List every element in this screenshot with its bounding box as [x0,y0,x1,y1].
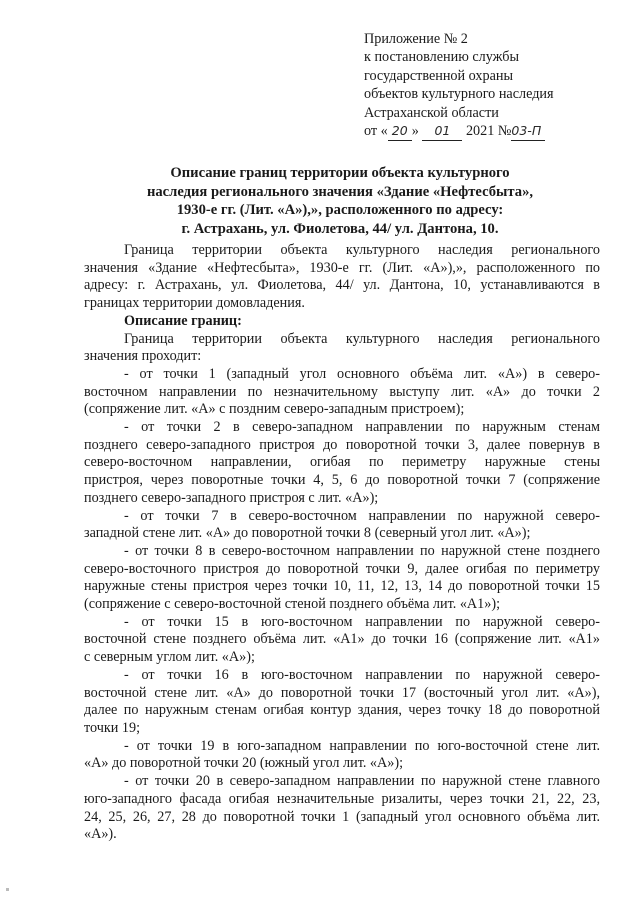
body-line: Граница территории объекта культурного наследия регионального [124,330,600,347]
body-line: «А»). [84,826,117,843]
date-mid: » [411,123,419,140]
body-line: - от точки 15 в юго-восточном направлении по наружной северо- [124,613,600,630]
date-prefix: от « [364,123,388,140]
body-line: - от точки 7 в северо-восточном направлении по наружной северо- [124,507,600,524]
document-body [84,242,600,844]
body-line: - от точки 1 (западный угол основного объёма лит. «А») в северо- [124,365,600,382]
body-line: северо-восточном направлении, огибая по периметру наружные стены [84,454,600,471]
body-line: позднего северо-западного пристроя до поворотной точки 3, далее повернув в [84,436,600,453]
body-line: (сопряжение с северо-восточной стеной позднего объёма лит. «А1»); [84,596,501,613]
body-line: - от точки 2 в северо-западном направлении по наружным стенам [124,419,600,436]
body-line: западной стене лит. «А» до поворотной точки 8 (северный угол лит. «А»); [84,525,531,542]
document-title [110,164,570,238]
appendix-line: к постановлению службы [364,49,520,66]
body-line: точки 19; [84,719,141,736]
body-line: юго-западного фасада огибая незначительные ризалиты, через точки 21, 22, 23, [84,790,600,807]
intro-line: значения «Здание «Нефтесбыта», 1930-е гг. (Лит. «А»),», расположенного по [84,259,600,276]
intro-line: границах территории домовладения. [84,295,305,312]
title-line: Описание границ территории объекта культурного [170,165,510,181]
body-line: «А» до поворотной точки 20 (южный угол лит. «А»); [84,755,404,772]
appendix-line: Приложение № 2 [364,31,468,47]
boundaries-heading: Описание границ: [124,312,242,329]
body-line: - от точки 8 в северо-восточном направлении по наружной стене позднего [124,542,600,559]
intro-line: Граница территории объекта культурного наследия регионального [124,242,600,258]
body-line: - от точки 19 в юго-западном направлении по юго-восточной стене лит. [124,737,600,754]
body-line: - от точки 16 в юго-восточном направлении по наружной северо- [124,666,600,683]
date-year: 2021 [465,123,495,140]
appendix-date-line [364,122,614,141]
body-line: - от точки 20 в северо-западном направлении по наружной стене главного [124,773,600,790]
appendix-line: государственной охраны [364,67,514,84]
appendix-line: Астраханской области [364,104,499,121]
title-line: наследия регионального значения «Здание «Нефтесбыта», [146,183,534,200]
body-line: восточном направлении по незначительному выступу лит. «А» до точки 2 [84,383,600,400]
body-line: далее по наружным стенам огибая контур здания, через точку 18 до поворотной [84,702,600,719]
appendix-line: объектов культурного наследия [364,86,554,103]
intro-line: адресу: г. Астрахань, ул. Фиолетова, 44/ ул. Дантона, 10, устанавливаются в [84,277,600,294]
number-prefix: № [497,123,512,140]
body-line: наружные стены пристроя через точки 10, 11, 12, 13, 14 до поворотной точки 15 [84,578,600,595]
document-number: 03-П [511,123,542,139]
date-month: 01 [434,123,451,139]
body-line: с северным углом лит. «А»); [84,649,255,666]
body-line: (сопряжение лит. «А» с поздним северо-западным пристроем); [84,401,465,418]
body-line: восточной стене лит. «А» до поворотной точки 17 (восточный угол лит. «А»), [84,684,600,701]
body-line: восточной стене позднего объёма лит. «А1» до точки 16 (сопряжение лит. «А1» [84,631,600,648]
body-line: позднего северо-западного пристроя с лит. «А»); [84,489,379,506]
scan-speck [6,888,9,891]
body-line: северо-восточного пристроя до поворотной точки 9, далее огибая по периметру [84,560,600,577]
title-line: 1930-е гг. (Лит. «А»),», расположенного по адресу: [176,202,504,219]
body-line: 24, 25, 26, 27, 28 до поворотной точки 1 (западный угол основного объёма лит. [84,808,600,825]
date-day: 20 [391,123,408,139]
appendix-header [364,30,614,141]
body-line: значения проходит: [84,348,202,365]
title-line: г. Астрахань, ул. Фиолетова, 44/ ул. Дантона, 10. [181,220,499,237]
body-line: пристроя, через поворотные точки 4, 5, 6 до поворотной точки 7 (сопряжение [84,472,600,489]
